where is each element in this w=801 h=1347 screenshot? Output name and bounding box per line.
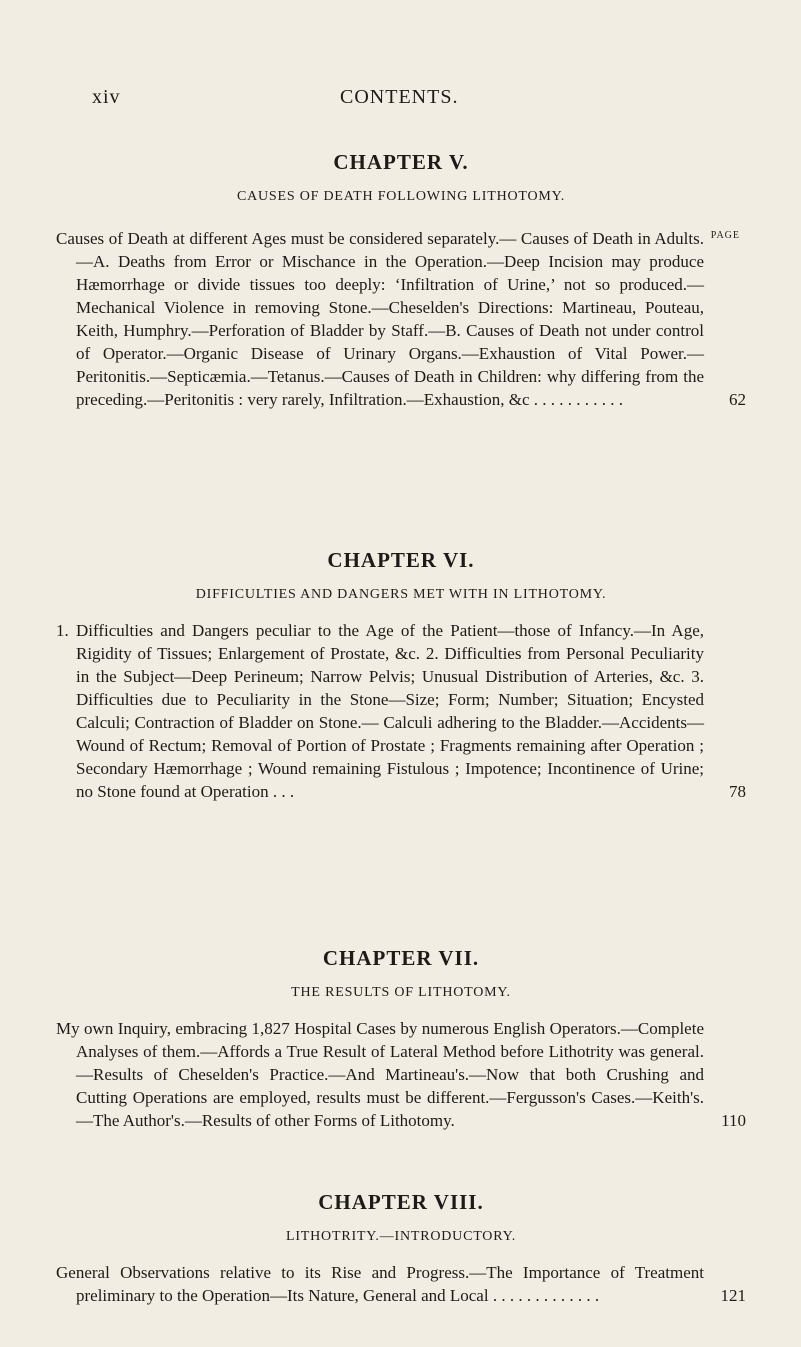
page-number: xiv [92, 86, 121, 108]
chapter-subtitle: DIFFICULTIES AND DANGERS MET WITH IN LITHOTOMY. [195, 587, 607, 602]
chapter-title: CHAPTER V. [333, 150, 469, 174]
chapter-subtitle: CAUSES OF DEATH FOLLOWING LITHOTOMY. [236, 189, 566, 204]
chapter-summary-text: 1. Difficulties and Dangers peculiar to the Age of the Patient—those of Infancy.—In Age, Rigidity of Tissues; Enlargement of Prostate, &c. 2. Difficulties from Personal Peculiarity in the Subject—Deep Perineum; Narrow Pelvis; Unusual Distribution of Arteries, &c. 3. Difficulties due to Peculiarity in the Stone—Size; Form; Number; Situation; Encysted Calculi; Contraction of Bladder on Stone.— Calculi adhering to the Bladder.—Accidents—Wound of Rectum; Removal of Portion of Prostate ; Fragments remaining after Operation ; Secondary Hæmorrhage ; Wound remaining Fistulous ; Impotence; Incontinence of Urine; no Stone found at Operation . . . [56, 621, 704, 801]
chapter-summary [56, 227, 746, 411]
chapter-summary-text: Causes of Death at different Ages must be considered separately.— Causes of Death in Adults.—A. Deaths from Error or Mischance in the Operation.—Deep Incision may produce Hæmorrhage or divide tissues too deeply: ‘Infiltration of Urine,’ not so produced.— Mechanical Violence in removing Stone.—Cheselden's Directions: Martineau, Pouteau, Keith, Humphry.—Perforation of Bladder by Staff.—B. Causes of Death not under control of Operator.—Organic Disease of Urinary Organs.—Exhaustion of Vital Power.— Peritonitis.—Septicæmia.—Tetanus.—Causes of Death in Children: why differing from the preceding.—Peritonitis : very rarely, Infiltration.—Exhaustion, &c . . . . . . . . . . . [56, 229, 704, 409]
chapter-summary-text: My own Inquiry, embracing 1,827 Hospital Cases by numerous English Operators.—Complete Analyses of them.—Affords a True Result of Lateral Method before Lithotrity was general.—Results of Cheselden's Practice.—And Martineau's.—Now that both Crushing and Cutting Operations are employed, results must be different.—Fergusson's Cases.—Keith's.—The Author's.—Results of other Forms of Lithotomy. [56, 1019, 704, 1130]
chapter-viii [56, 1190, 746, 1307]
page-ref: 78 [729, 782, 746, 801]
chapter-summary [56, 1261, 746, 1307]
chapter-v [56, 150, 746, 411]
chapter-summary [56, 619, 746, 803]
chapter-vii [56, 946, 746, 1132]
page-ref: 62 [729, 390, 746, 409]
chapter-title: CHAPTER VI. [327, 548, 475, 572]
running-title: CONTENTS. [340, 86, 459, 108]
chapter-vi [56, 548, 746, 803]
chapter-subtitle: THE RESULTS OF LITHOTOMY. [291, 985, 511, 1000]
page-ref: 121 [720, 1286, 746, 1305]
chapter-summary-text: General Observations relative to its Rise and Progress.—The Importance of Treatment preliminary to the Operation—Its Nature, General and Local . . . . . . . . . . . . . [56, 1263, 704, 1305]
page-column-label: PAGE [710, 230, 740, 241]
chapter-title: CHAPTER VII. [322, 946, 480, 970]
chapter-title: CHAPTER VIII. [318, 1190, 484, 1214]
page-ref: 110 [721, 1111, 746, 1130]
chapter-summary [56, 1017, 746, 1132]
chapter-subtitle: LITHOTRITY.—INTRODUCTORY. [285, 1229, 516, 1244]
